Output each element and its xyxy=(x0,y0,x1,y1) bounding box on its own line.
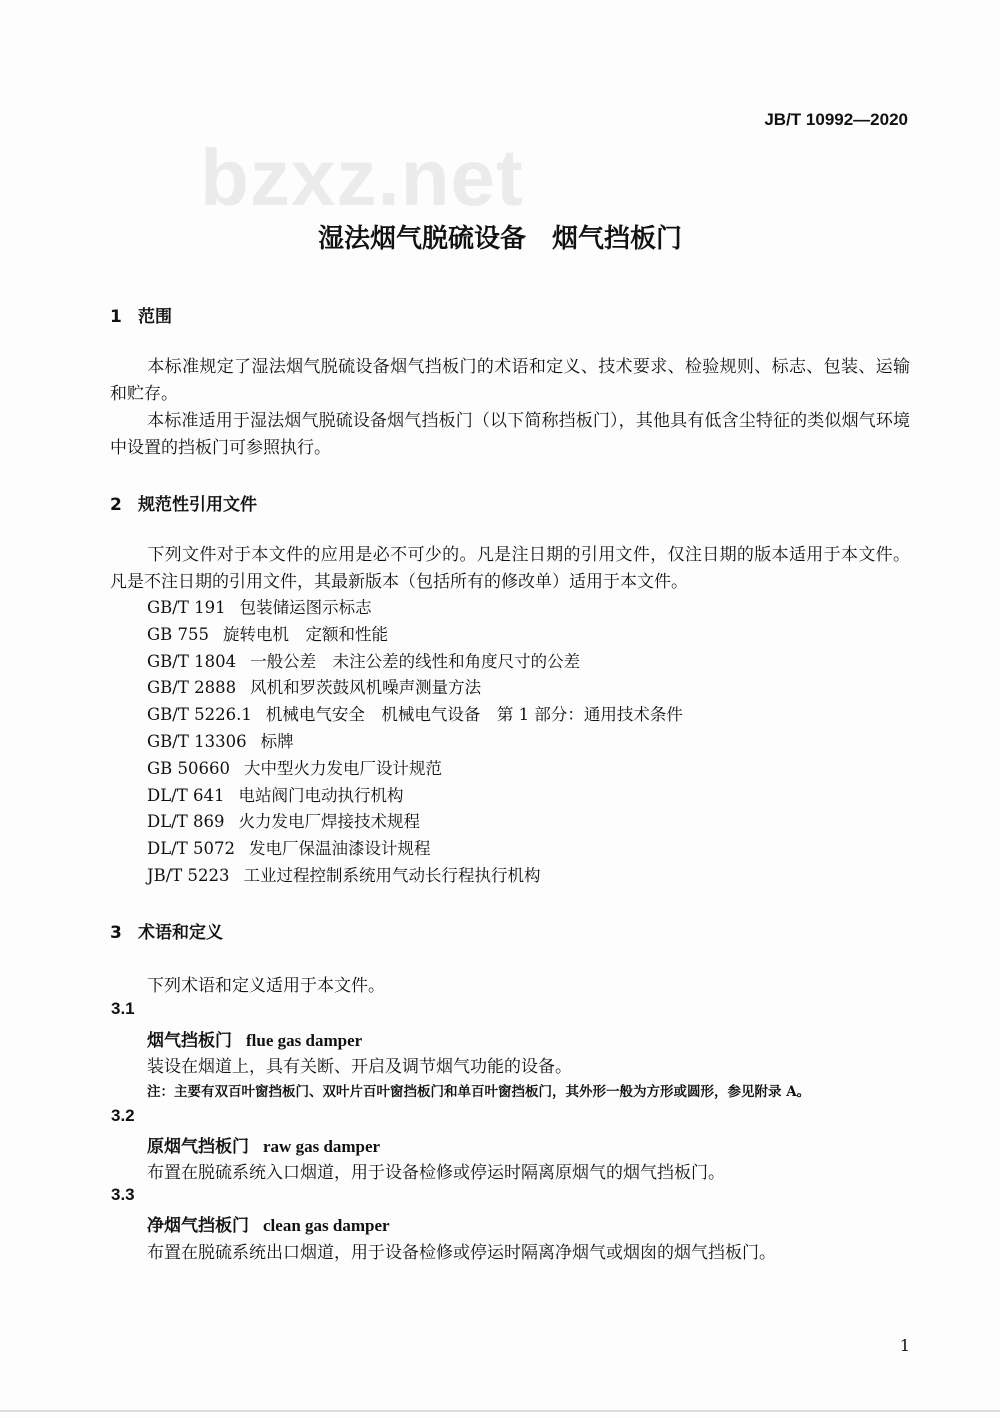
scope-paragraph-2 xyxy=(110,408,910,462)
reference-item xyxy=(147,809,683,836)
reference-code: DL/T 641 xyxy=(147,785,225,805)
term-heading xyxy=(147,1211,390,1236)
terms-intro: 下列术语和定义适用于本文件。 xyxy=(147,976,385,996)
reference-title: 一般公差 未注公差的线性和角度尺寸的公差 xyxy=(250,651,581,671)
reference-code: DL/T 5072 xyxy=(147,839,235,859)
paragraph-text: 下列文件对于本文件的应用是必不可少的。凡是注日期的引用文件，仅注日期的版本适用于本文件。凡是不注日期的引用文件，其最新版本（包括所有的修改单）适用于本文件。 xyxy=(110,545,910,592)
reference-title: 风机和罗茨鼓风机噪声测量方法 xyxy=(250,678,482,698)
section-title: 规范性引用文件 xyxy=(138,495,257,515)
paragraph-text: 本标准规定了湿法烟气脱硫设备烟气挡板门的术语和定义、技术要求、检验规则、标志、包装、运输和贮存。 xyxy=(110,357,910,404)
term-zh: 原烟气挡板门 xyxy=(147,1137,249,1157)
watermark: bzxz.net xyxy=(200,133,524,222)
reference-title: 火力发电厂焊接技术规程 xyxy=(238,812,420,832)
reference-item xyxy=(147,729,683,756)
reference-code: GB/T 2888 xyxy=(147,678,237,698)
section-number: 3 xyxy=(110,923,122,943)
reference-item xyxy=(147,863,683,890)
section-heading-scope xyxy=(110,302,172,327)
standard-number: JB/T 10992—2020 xyxy=(764,110,908,129)
scope-paragraph-1 xyxy=(110,354,910,408)
reference-title: 机械电气安全 机械电气设备 第 1 部分：通用技术条件 xyxy=(265,705,683,725)
reference-item xyxy=(147,622,683,649)
term-definition: 装设在烟道上，具有关断、开启及调节烟气功能的设备。 xyxy=(147,1057,572,1077)
term-number: 3.1 xyxy=(111,999,135,1018)
term-note: 注：主要有双百叶窗挡板门、双叶片百叶窗挡板门和单百叶窗挡板门，其外形一般为方形或圆形，参见附录 A。 xyxy=(147,1084,811,1100)
document-title: 湿法烟气脱硫设备 烟气挡板门 xyxy=(317,224,682,254)
paragraph-text: 本标准适用于湿法烟气脱硫设备烟气挡板门（以下简称挡板门），其他具有低含尘特征的类似烟气环境中设置的挡板门可参照执行。 xyxy=(110,411,910,458)
term-definition: 布置在脱硫系统出口烟道，用于设备检修或停运时隔离净烟气或烟囱的烟气挡板门。 xyxy=(147,1243,776,1263)
page-bottom-edge xyxy=(0,1410,1000,1412)
reference-item xyxy=(147,702,683,729)
term-number: 3.3 xyxy=(111,1185,135,1204)
term-definition: 布置在脱硫系统入口烟道，用于设备检修或停运时隔离原烟气的烟气挡板门。 xyxy=(147,1163,725,1183)
reference-code: GB/T 1804 xyxy=(147,651,237,671)
reference-code: GB 755 xyxy=(147,624,210,644)
reference-title: 大中型火力发电厂设计规范 xyxy=(244,758,443,778)
reference-code: DL/T 869 xyxy=(147,812,225,832)
reference-code: GB/T 13306 xyxy=(147,731,247,751)
section-heading-normative-references xyxy=(110,490,257,515)
reference-item xyxy=(147,756,683,783)
reference-title: 电站阀门电动执行机构 xyxy=(238,785,404,805)
section-heading-terms xyxy=(110,918,223,943)
references-intro xyxy=(110,542,910,596)
reference-title: 标牌 xyxy=(260,731,294,751)
section-number: 1 xyxy=(110,307,122,327)
reference-title: 发电厂保温油漆设计规程 xyxy=(249,839,431,859)
reference-title: 包装储运图示标志 xyxy=(239,598,372,617)
reference-title: 工业过程控制系统用气动长行程执行机构 xyxy=(243,865,541,885)
reference-code: GB 50660 xyxy=(147,758,231,778)
reference-item xyxy=(147,675,683,702)
term-en: clean gas damper xyxy=(263,1216,390,1235)
reference-title: 旋转电机 定额和性能 xyxy=(223,624,389,644)
term-heading xyxy=(147,1026,362,1051)
reference-item xyxy=(147,649,683,676)
section-title: 范围 xyxy=(138,307,172,327)
reference-code: GB/T 191 xyxy=(147,598,226,617)
reference-code: JB/T 5223 xyxy=(147,865,230,885)
reference-item xyxy=(147,595,683,622)
reference-code: GB/T 5226.1 xyxy=(147,705,252,725)
term-en: raw gas damper xyxy=(263,1137,381,1156)
term-zh: 烟气挡板门 xyxy=(147,1031,232,1051)
section-number: 2 xyxy=(110,495,122,515)
reference-item xyxy=(147,783,683,810)
term-en: flue gas damper xyxy=(246,1031,363,1050)
reference-list xyxy=(147,595,683,890)
term-heading xyxy=(147,1132,380,1157)
section-title: 术语和定义 xyxy=(138,923,223,943)
term-zh: 净烟气挡板门 xyxy=(147,1216,249,1236)
page-number: 1 xyxy=(899,1336,910,1355)
reference-item xyxy=(147,836,683,863)
term-number: 3.2 xyxy=(111,1106,135,1125)
